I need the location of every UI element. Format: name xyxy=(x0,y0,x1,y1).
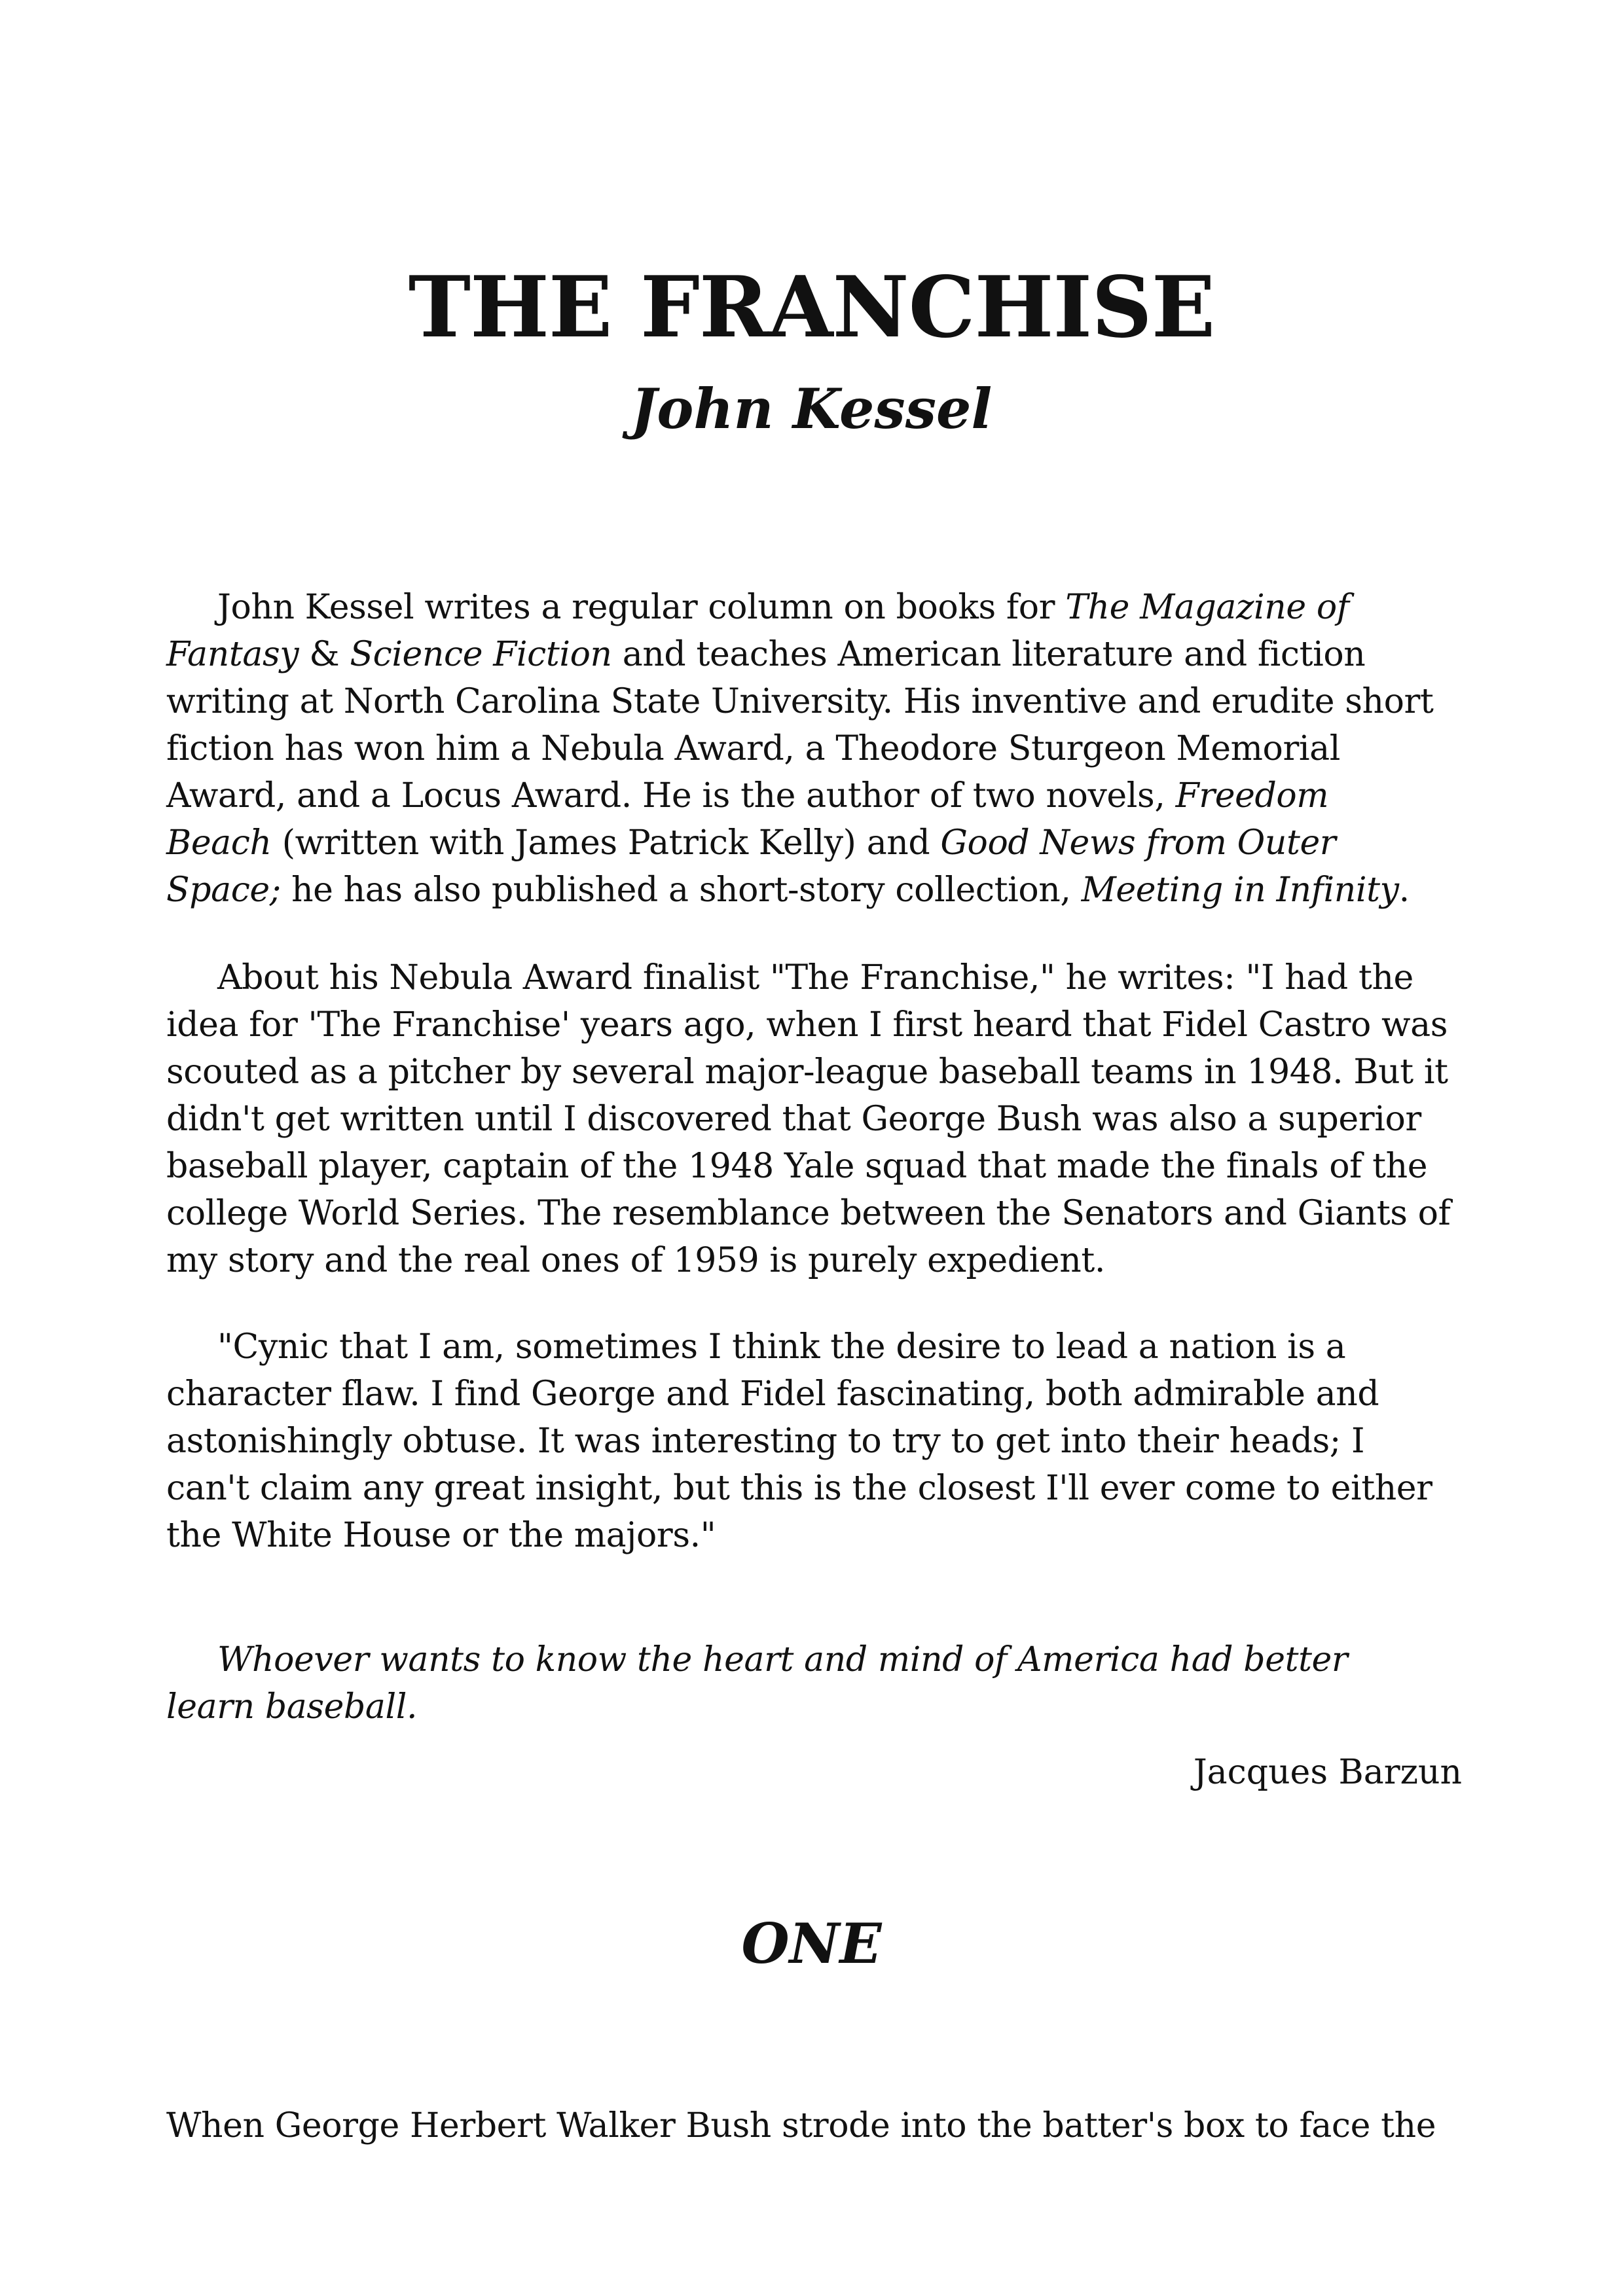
intro-line: John Kessel writes a regular column on books for The Magazine of xyxy=(217,588,1349,627)
paragraph-line: When George Herbert Walker Bush strode into the batter's box to face the xyxy=(166,2106,1436,2145)
novel-title-part: Space; xyxy=(166,870,281,910)
paragraph-line: didn't get written until I discovered that George Bush was also a superior xyxy=(166,1100,1421,1139)
novel-title-part: Beach xyxy=(166,823,272,863)
author-intro-paragraph xyxy=(166,584,1472,914)
magazine-title-part: Fantasy xyxy=(166,635,299,674)
collection-title: Meeting in Infinity xyxy=(1081,870,1399,910)
chapter-opening-paragraph xyxy=(166,2102,1472,2149)
epigraph-attribution: Jacques Barzun xyxy=(1193,1753,1462,1792)
story-title: THE FRANCHISE xyxy=(408,259,1215,357)
epigraph-line: Whoever wants to know the heart and mind of America had better xyxy=(217,1640,1348,1679)
paragraph-line: character flaw. I find George and Fidel fascinating, both admirable and xyxy=(166,1374,1379,1414)
magazine-title-part: The Magazine of xyxy=(1065,588,1349,627)
epigraph-line: learn baseball. xyxy=(166,1687,418,1727)
author-quote-paragraph-1 xyxy=(166,954,1472,1284)
intro-line: Beach (written with James Patrick Kelly) and Good News from Outer xyxy=(166,823,1336,863)
paragraph-line: can't claim any great insight, but this is the closest I'll ever come to either xyxy=(166,1469,1432,1508)
paragraph-line: college World Series. The resemblance between the Senators and Giants of xyxy=(166,1194,1451,1233)
paragraph-line: "Cynic that I am, sometimes I think the desire to lead a nation is a xyxy=(217,1327,1346,1367)
intro-line: fiction has won him a Nebula Award, a Theodore Sturgeon Memorial xyxy=(166,729,1340,768)
intro-line: Award, and a Locus Award. He is the author of two novels, Freedom xyxy=(166,776,1329,816)
author-quote-paragraph-2 xyxy=(166,1323,1472,1559)
intro-line: writing at North Carolina State University. His inventive and erudite short xyxy=(166,682,1434,721)
intro-line: Fantasy & Science Fiction and teaches American literature and fiction xyxy=(166,635,1366,674)
novel-title-part: Good News from Outer xyxy=(940,823,1336,863)
paragraph-line: About his Nebula Award finalist "The Franchise," he writes: "I had the xyxy=(217,958,1413,997)
paragraph-line: my story and the real ones of 1959 is purely expedient. xyxy=(166,1241,1105,1280)
story-author: John Kessel xyxy=(630,376,993,441)
magazine-title-part: Science Fiction xyxy=(350,635,612,674)
paragraph-line: scouted as a pitcher by several major-league baseball teams in 1948. But it xyxy=(166,1052,1448,1092)
epigraph-quote xyxy=(166,1636,1472,1731)
intro-line: Space; he has also published a short-story collection, Meeting in Infinity. xyxy=(166,870,1410,910)
novel-title-part: Freedom xyxy=(1175,776,1329,816)
paragraph-line: astonishingly obtuse. It was interesting to try to get into their heads; I xyxy=(166,1422,1365,1461)
paragraph-line: idea for 'The Franchise' years ago, when I first heard that Fidel Castro was xyxy=(166,1005,1448,1045)
chapter-heading: ONE xyxy=(741,1911,882,1976)
paragraph-line: the White House or the majors." xyxy=(166,1516,716,1555)
paragraph-line: baseball player, captain of the 1948 Yale squad that made the finals of the xyxy=(166,1147,1428,1186)
